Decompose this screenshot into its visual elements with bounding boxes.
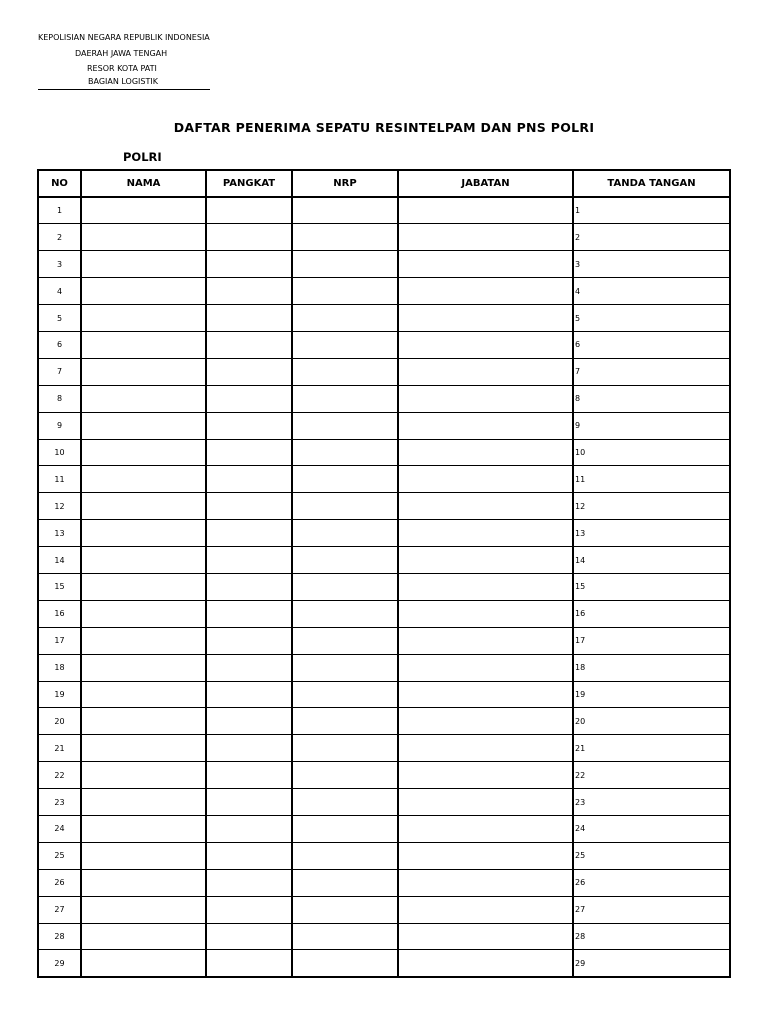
cell-no: 13	[38, 520, 81, 547]
table-row	[38, 923, 730, 950]
cell-tanda-tangan[interactable]: 25	[573, 842, 730, 869]
cell-pangkat[interactable]	[206, 385, 292, 412]
cell-nama[interactable]	[81, 385, 206, 412]
column-header-tanda-tangan: TANDA TANGAN	[573, 170, 730, 197]
cell-pangkat[interactable]	[206, 842, 292, 869]
cell-pangkat[interactable]	[206, 278, 292, 305]
cell-pangkat[interactable]	[206, 412, 292, 439]
cell-jabatan[interactable]	[398, 600, 573, 627]
cell-nama[interactable]	[81, 735, 206, 762]
table-row	[38, 305, 730, 332]
cell-no: 27	[38, 896, 81, 923]
cell-jabatan[interactable]	[398, 708, 573, 735]
cell-nama[interactable]	[81, 520, 206, 547]
cell-pangkat[interactable]	[206, 573, 292, 600]
cell-no: 8	[38, 385, 81, 412]
cell-no: 15	[38, 573, 81, 600]
cell-no: 11	[38, 466, 81, 493]
letterhead-underline	[38, 89, 210, 90]
cell-pangkat[interactable]	[206, 466, 292, 493]
table-row	[38, 600, 730, 627]
cell-nama[interactable]	[81, 251, 206, 278]
cell-tanda-tangan[interactable]: 29	[573, 950, 730, 977]
cell-nrp[interactable]	[292, 762, 398, 789]
cell-pangkat[interactable]	[206, 869, 292, 896]
cell-jabatan[interactable]	[398, 627, 573, 654]
cell-nama[interactable]	[81, 681, 206, 708]
cell-nrp[interactable]	[292, 331, 398, 358]
cell-nrp[interactable]	[292, 842, 398, 869]
cell-nama[interactable]	[81, 493, 206, 520]
column-header-nama: NAMA	[81, 170, 206, 197]
cell-nama[interactable]	[81, 654, 206, 681]
cell-nrp[interactable]	[292, 224, 398, 251]
cell-nama[interactable]	[81, 358, 206, 385]
cell-nama[interactable]	[81, 789, 206, 816]
cell-tanda-tangan[interactable]: 18	[573, 654, 730, 681]
cell-nama[interactable]	[81, 439, 206, 466]
letterhead-line-resort: RESOR KOTA PATI	[87, 64, 157, 73]
table-row	[38, 224, 730, 251]
table-row	[38, 573, 730, 600]
table-row	[38, 762, 730, 789]
cell-nrp[interactable]	[292, 896, 398, 923]
table-row	[38, 789, 730, 816]
cell-jabatan[interactable]	[398, 412, 573, 439]
column-header-nrp: NRP	[292, 170, 398, 197]
cell-nrp[interactable]	[292, 681, 398, 708]
cell-tanda-tangan[interactable]: 12	[573, 493, 730, 520]
cell-tanda-tangan[interactable]: 13	[573, 520, 730, 547]
table-row	[38, 466, 730, 493]
cell-nrp[interactable]	[292, 815, 398, 842]
cell-nrp[interactable]	[292, 251, 398, 278]
cell-nrp[interactable]	[292, 708, 398, 735]
cell-no: 23	[38, 789, 81, 816]
cell-jabatan[interactable]	[398, 815, 573, 842]
cell-nama[interactable]	[81, 627, 206, 654]
cell-jabatan[interactable]	[398, 950, 573, 977]
cell-no: 22	[38, 762, 81, 789]
table-row	[38, 197, 730, 224]
cell-pangkat[interactable]	[206, 547, 292, 574]
cell-tanda-tangan[interactable]: 11	[573, 466, 730, 493]
cell-no: 25	[38, 842, 81, 869]
cell-jabatan[interactable]	[398, 896, 573, 923]
cell-nama[interactable]	[81, 412, 206, 439]
cell-pangkat[interactable]	[206, 681, 292, 708]
cell-tanda-tangan[interactable]: 21	[573, 735, 730, 762]
table-row	[38, 708, 730, 735]
cell-nrp[interactable]	[292, 439, 398, 466]
cell-nrp[interactable]	[292, 735, 398, 762]
cell-nrp[interactable]	[292, 950, 398, 977]
table-row	[38, 547, 730, 574]
cell-nrp[interactable]	[292, 520, 398, 547]
cell-no: 7	[38, 358, 81, 385]
cell-no: 18	[38, 654, 81, 681]
recipient-table	[37, 169, 731, 978]
cell-pangkat[interactable]	[206, 439, 292, 466]
cell-tanda-tangan[interactable]: 6	[573, 331, 730, 358]
cell-jabatan[interactable]	[398, 789, 573, 816]
cell-nama[interactable]	[81, 896, 206, 923]
cell-jabatan[interactable]	[398, 493, 573, 520]
cell-nama[interactable]	[81, 466, 206, 493]
cell-tanda-tangan[interactable]: 28	[573, 923, 730, 950]
cell-nrp[interactable]	[292, 358, 398, 385]
cell-tanda-tangan[interactable]: 20	[573, 708, 730, 735]
cell-jabatan[interactable]	[398, 681, 573, 708]
table-row	[38, 869, 730, 896]
cell-jabatan[interactable]	[398, 735, 573, 762]
letterhead-line-region: DAERAH JAWA TENGAH	[75, 49, 168, 58]
cell-jabatan[interactable]	[398, 305, 573, 332]
cell-no: 16	[38, 600, 81, 627]
cell-pangkat[interactable]	[206, 251, 292, 278]
table-row	[38, 627, 730, 654]
cell-nrp[interactable]	[292, 627, 398, 654]
cell-no: 3	[38, 251, 81, 278]
cell-nama[interactable]	[81, 224, 206, 251]
cell-nrp[interactable]	[292, 654, 398, 681]
cell-nrp[interactable]	[292, 278, 398, 305]
cell-pangkat[interactable]	[206, 520, 292, 547]
cell-tanda-tangan[interactable]: 24	[573, 815, 730, 842]
cell-no: 4	[38, 278, 81, 305]
cell-nama[interactable]	[81, 923, 206, 950]
cell-no: 5	[38, 305, 81, 332]
cell-pangkat[interactable]	[206, 627, 292, 654]
cell-jabatan[interactable]	[398, 869, 573, 896]
cell-tanda-tangan[interactable]: 19	[573, 681, 730, 708]
table-body	[38, 197, 730, 977]
cell-nama[interactable]	[81, 331, 206, 358]
cell-tanda-tangan[interactable]: 8	[573, 385, 730, 412]
cell-pangkat[interactable]	[206, 896, 292, 923]
cell-pangkat[interactable]	[206, 762, 292, 789]
cell-tanda-tangan[interactable]: 9	[573, 412, 730, 439]
table-row	[38, 520, 730, 547]
document-title: DAFTAR PENERIMA SEPATU RESINTELPAM DAN PNS POLRI	[173, 120, 595, 135]
cell-no: 21	[38, 735, 81, 762]
letterhead-line-division: BAGIAN LOGISTIK	[88, 77, 158, 86]
cell-jabatan[interactable]	[398, 547, 573, 574]
cell-no: 20	[38, 708, 81, 735]
cell-pangkat[interactable]	[206, 923, 292, 950]
cell-jabatan[interactable]	[398, 331, 573, 358]
cell-pangkat[interactable]	[206, 305, 292, 332]
cell-no: 1	[38, 197, 81, 224]
cell-tanda-tangan[interactable]: 23	[573, 789, 730, 816]
cell-no: 17	[38, 627, 81, 654]
cell-nrp[interactable]	[292, 547, 398, 574]
cell-pangkat[interactable]	[206, 493, 292, 520]
cell-tanda-tangan[interactable]: 10	[573, 439, 730, 466]
cell-pangkat[interactable]	[206, 600, 292, 627]
cell-jabatan[interactable]	[398, 923, 573, 950]
table-row	[38, 735, 730, 762]
column-header-jabatan: JABATAN	[398, 170, 573, 197]
cell-tanda-tangan[interactable]: 27	[573, 896, 730, 923]
cell-nama[interactable]	[81, 278, 206, 305]
cell-no: 2	[38, 224, 81, 251]
cell-tanda-tangan[interactable]: 7	[573, 358, 730, 385]
cell-jabatan[interactable]	[398, 762, 573, 789]
table-row	[38, 439, 730, 466]
table-row	[38, 842, 730, 869]
cell-jabatan[interactable]	[398, 251, 573, 278]
cell-jabatan[interactable]	[398, 654, 573, 681]
cell-no: 9	[38, 412, 81, 439]
cell-no: 14	[38, 547, 81, 574]
cell-nama[interactable]	[81, 950, 206, 977]
table-row	[38, 896, 730, 923]
table-row	[38, 358, 730, 385]
cell-nama[interactable]	[81, 815, 206, 842]
cell-tanda-tangan[interactable]: 16	[573, 600, 730, 627]
cell-tanda-tangan[interactable]: 4	[573, 278, 730, 305]
cell-pangkat[interactable]	[206, 950, 292, 977]
cell-nama[interactable]	[81, 869, 206, 896]
cell-no: 19	[38, 681, 81, 708]
column-header-no: NO	[38, 170, 81, 197]
table-row	[38, 654, 730, 681]
cell-tanda-tangan[interactable]: 3	[573, 251, 730, 278]
cell-pangkat[interactable]	[206, 331, 292, 358]
cell-nrp[interactable]	[292, 923, 398, 950]
cell-jabatan[interactable]	[398, 439, 573, 466]
table-row	[38, 412, 730, 439]
cell-nama[interactable]	[81, 547, 206, 574]
cell-no: 24	[38, 815, 81, 842]
cell-jabatan[interactable]	[398, 573, 573, 600]
cell-nrp[interactable]	[292, 197, 398, 224]
cell-tanda-tangan[interactable]: 2	[573, 224, 730, 251]
table-row	[38, 493, 730, 520]
cell-jabatan[interactable]	[398, 358, 573, 385]
cell-no: 6	[38, 331, 81, 358]
cell-nrp[interactable]	[292, 600, 398, 627]
column-header-pangkat: PANGKAT	[206, 170, 292, 197]
table-row	[38, 950, 730, 977]
cell-pangkat[interactable]	[206, 224, 292, 251]
cell-tanda-tangan[interactable]: 26	[573, 869, 730, 896]
cell-nama[interactable]	[81, 762, 206, 789]
letterhead-line-institution: KEPOLISIAN NEGARA REPUBLIK INDONESIA	[38, 33, 210, 42]
cell-nama[interactable]	[81, 305, 206, 332]
cell-no: 29	[38, 950, 81, 977]
cell-nama[interactable]	[81, 842, 206, 869]
cell-nrp[interactable]	[292, 789, 398, 816]
cell-tanda-tangan[interactable]: 1	[573, 197, 730, 224]
cell-jabatan[interactable]	[398, 466, 573, 493]
cell-nrp[interactable]	[292, 385, 398, 412]
table-header-row	[38, 170, 730, 197]
cell-jabatan[interactable]	[398, 385, 573, 412]
cell-jabatan[interactable]	[398, 197, 573, 224]
cell-jabatan[interactable]	[398, 224, 573, 251]
cell-pangkat[interactable]	[206, 197, 292, 224]
table-row	[38, 815, 730, 842]
cell-pangkat[interactable]	[206, 815, 292, 842]
cell-tanda-tangan[interactable]: 15	[573, 573, 730, 600]
cell-nama[interactable]	[81, 573, 206, 600]
cell-tanda-tangan[interactable]: 5	[573, 305, 730, 332]
cell-nrp[interactable]	[292, 412, 398, 439]
table-row	[38, 278, 730, 305]
cell-pangkat[interactable]	[206, 789, 292, 816]
cell-pangkat[interactable]	[206, 358, 292, 385]
cell-pangkat[interactable]	[206, 654, 292, 681]
cell-nrp[interactable]	[292, 466, 398, 493]
cell-tanda-tangan[interactable]: 14	[573, 547, 730, 574]
cell-tanda-tangan[interactable]: 17	[573, 627, 730, 654]
cell-pangkat[interactable]	[206, 735, 292, 762]
cell-no: 12	[38, 493, 81, 520]
cell-tanda-tangan[interactable]: 22	[573, 762, 730, 789]
table-row	[38, 331, 730, 358]
cell-nrp[interactable]	[292, 493, 398, 520]
table-row	[38, 251, 730, 278]
cell-no: 10	[38, 439, 81, 466]
cell-jabatan[interactable]	[398, 520, 573, 547]
cell-nrp[interactable]	[292, 869, 398, 896]
table-row	[38, 385, 730, 412]
cell-jabatan[interactable]	[398, 278, 573, 305]
section-label: POLRI	[123, 150, 162, 164]
cell-nrp[interactable]	[292, 305, 398, 332]
table-row	[38, 681, 730, 708]
cell-no: 26	[38, 869, 81, 896]
cell-jabatan[interactable]	[398, 842, 573, 869]
cell-no: 28	[38, 923, 81, 950]
cell-nama[interactable]	[81, 708, 206, 735]
cell-nama[interactable]	[81, 197, 206, 224]
cell-nama[interactable]	[81, 600, 206, 627]
cell-nrp[interactable]	[292, 573, 398, 600]
cell-pangkat[interactable]	[206, 708, 292, 735]
